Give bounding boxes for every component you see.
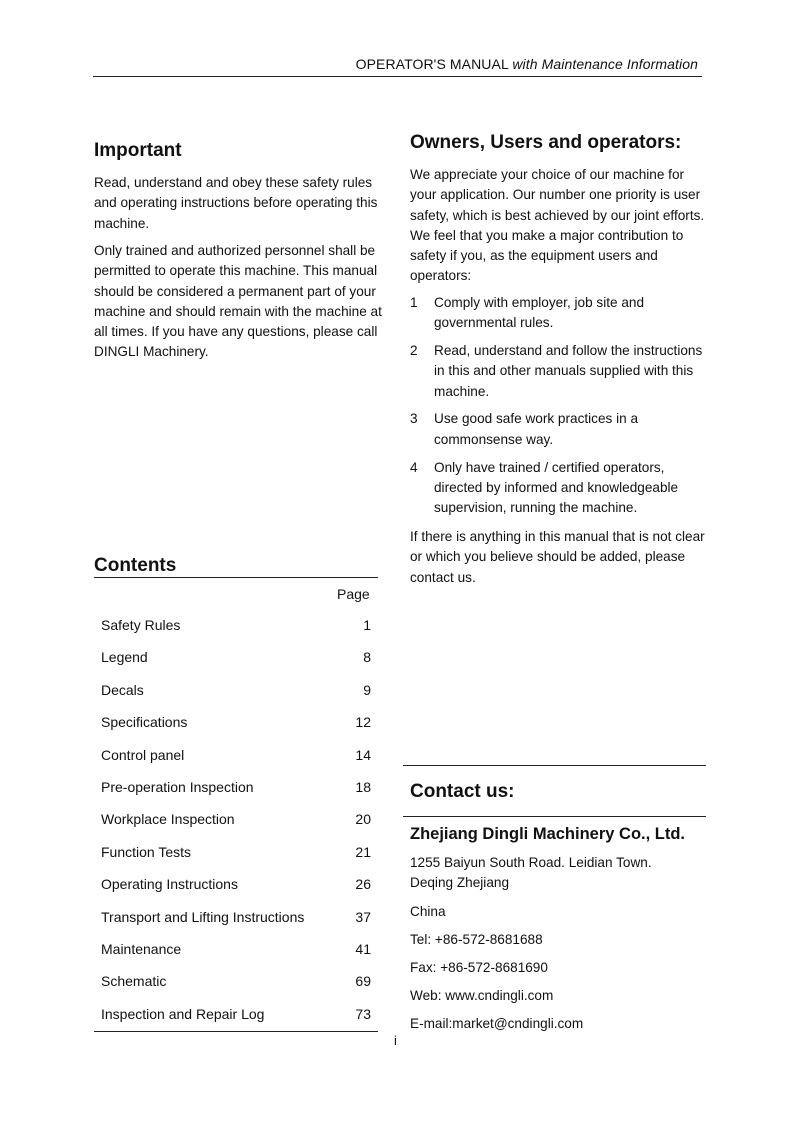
toc-entry[interactable] xyxy=(101,647,371,679)
toc-entry[interactable] xyxy=(101,971,371,1003)
toc-entry[interactable] xyxy=(101,615,371,647)
toc-entry[interactable] xyxy=(101,842,371,874)
contact-tel: Tel: +86-572-8681688 xyxy=(410,932,543,947)
list-item-number: 2 xyxy=(410,343,418,359)
toc-entry-page: 9 xyxy=(363,681,371,698)
header-rule xyxy=(93,76,702,77)
toc-entry-page: 12 xyxy=(355,714,371,731)
running-header xyxy=(356,56,698,72)
toc-entry-title: Transport and Lifting Instructions xyxy=(101,908,305,925)
toc-entry[interactable] xyxy=(101,939,371,971)
toc-entry-page: 69 xyxy=(355,973,371,990)
contact-address: 1255 Baiyun South Road. Leidian Town. Deqing Zhejiang xyxy=(410,855,652,891)
list-item xyxy=(410,409,710,450)
toc-entry-page: 21 xyxy=(355,843,371,860)
contact-heading-rule xyxy=(403,816,706,817)
toc-entry-page: 20 xyxy=(355,811,371,828)
toc-entry-page: 14 xyxy=(355,746,371,763)
toc-entry-title: Specifications xyxy=(101,714,188,731)
owners-list xyxy=(410,293,710,526)
owners-intro: We appreciate your choice of our machine for your application. Our number one priority is user safety, which is best achieved by our joint efforts. We feel that you make a major contribution to safety if you, as the equipment users and operators: xyxy=(410,167,705,284)
contact-heading: Contact us: xyxy=(410,781,515,802)
toc-entry[interactable] xyxy=(101,680,371,712)
list-item-text: Use good safe work practices in a commonsense way. xyxy=(434,411,639,447)
toc-entry-page: 18 xyxy=(355,778,371,795)
toc-entry-title: Safety Rules xyxy=(101,617,181,633)
toc-entry-title: Legend xyxy=(101,649,148,666)
header-subtitle: with Maintenance Information xyxy=(512,56,698,72)
important-paragraph-2: Only trained and authorized personnel shall be permitted to operate this machine. This manual should be considered a permanent part of your machine and should remain with the machine at all times. If you have any questions, please call DINGLI Machinery. xyxy=(94,243,382,360)
contact-email[interactable]: E-mail:market@cndingli.com xyxy=(410,1016,584,1031)
toc-entry-page: 26 xyxy=(355,876,371,893)
important-paragraph-1: Read, understand and obey these safety rules and operating instructions before operating this machine. xyxy=(94,175,378,231)
contents-heading: Contents xyxy=(94,555,177,576)
contact-company: Zhejiang Dingli Machinery Co., Ltd. xyxy=(410,825,686,843)
toc-entry-title: Inspection and Repair Log xyxy=(101,1005,265,1022)
toc-entry-page: 73 xyxy=(355,1005,371,1022)
toc-entry-title: Decals xyxy=(101,681,144,698)
list-item xyxy=(410,341,710,402)
list-item-number: 3 xyxy=(410,411,418,427)
page-number: i xyxy=(394,1033,397,1048)
contact-fax: Fax: +86-572-8681690 xyxy=(410,960,548,975)
list-item xyxy=(410,293,710,334)
owners-heading: Owners, Users and operators: xyxy=(410,132,682,153)
contact-country: China xyxy=(410,904,446,919)
toc-entry-title: Operating Instructions xyxy=(101,876,238,893)
owners-closing: If there is anything in this manual that is not clear or which you believe should be added, please contact us. xyxy=(410,529,705,585)
table-of-contents xyxy=(101,615,371,1036)
contact-web[interactable]: Web: www.cndingli.com xyxy=(410,988,554,1003)
contents-bottom-rule xyxy=(94,1031,378,1032)
toc-entry-title: Schematic xyxy=(101,973,167,990)
toc-entry[interactable] xyxy=(101,745,371,777)
toc-entry-page: 8 xyxy=(363,649,371,666)
list-item xyxy=(410,458,710,519)
toc-entry-title: Maintenance xyxy=(101,940,182,957)
toc-entry[interactable] xyxy=(101,809,371,841)
list-item-text: Comply with employer, job site and governmental rules. xyxy=(434,295,645,331)
contents-page-label: Page xyxy=(337,586,370,602)
toc-entry-title: Workplace Inspection xyxy=(101,811,235,828)
list-item-text: Only have trained / certified operators, directed by informed and knowledgeable supervision, running the machine. xyxy=(434,459,679,516)
list-item-number: 4 xyxy=(410,459,418,475)
contact-top-rule xyxy=(403,765,706,766)
list-item-number: 1 xyxy=(410,295,418,310)
toc-entry-page: 37 xyxy=(355,908,371,925)
toc-entry-title: Control panel xyxy=(101,746,185,763)
list-item-text: Read, understand and follow the instructions in this and other manuals supplied with this machine. xyxy=(434,343,703,399)
toc-entry[interactable] xyxy=(101,907,371,939)
important-heading: Important xyxy=(94,140,182,161)
toc-entry-page: 1 xyxy=(363,617,371,633)
header-title: OPERATOR'S MANUAL xyxy=(355,56,509,72)
toc-entry[interactable] xyxy=(101,777,371,809)
toc-entry[interactable] xyxy=(101,712,371,744)
toc-entry-title: Function Tests xyxy=(101,843,192,860)
toc-entry[interactable] xyxy=(101,874,371,906)
toc-entry-title: Pre-operation Inspection xyxy=(101,778,254,795)
toc-entry-page: 41 xyxy=(355,940,371,957)
contents-top-rule xyxy=(94,577,378,578)
